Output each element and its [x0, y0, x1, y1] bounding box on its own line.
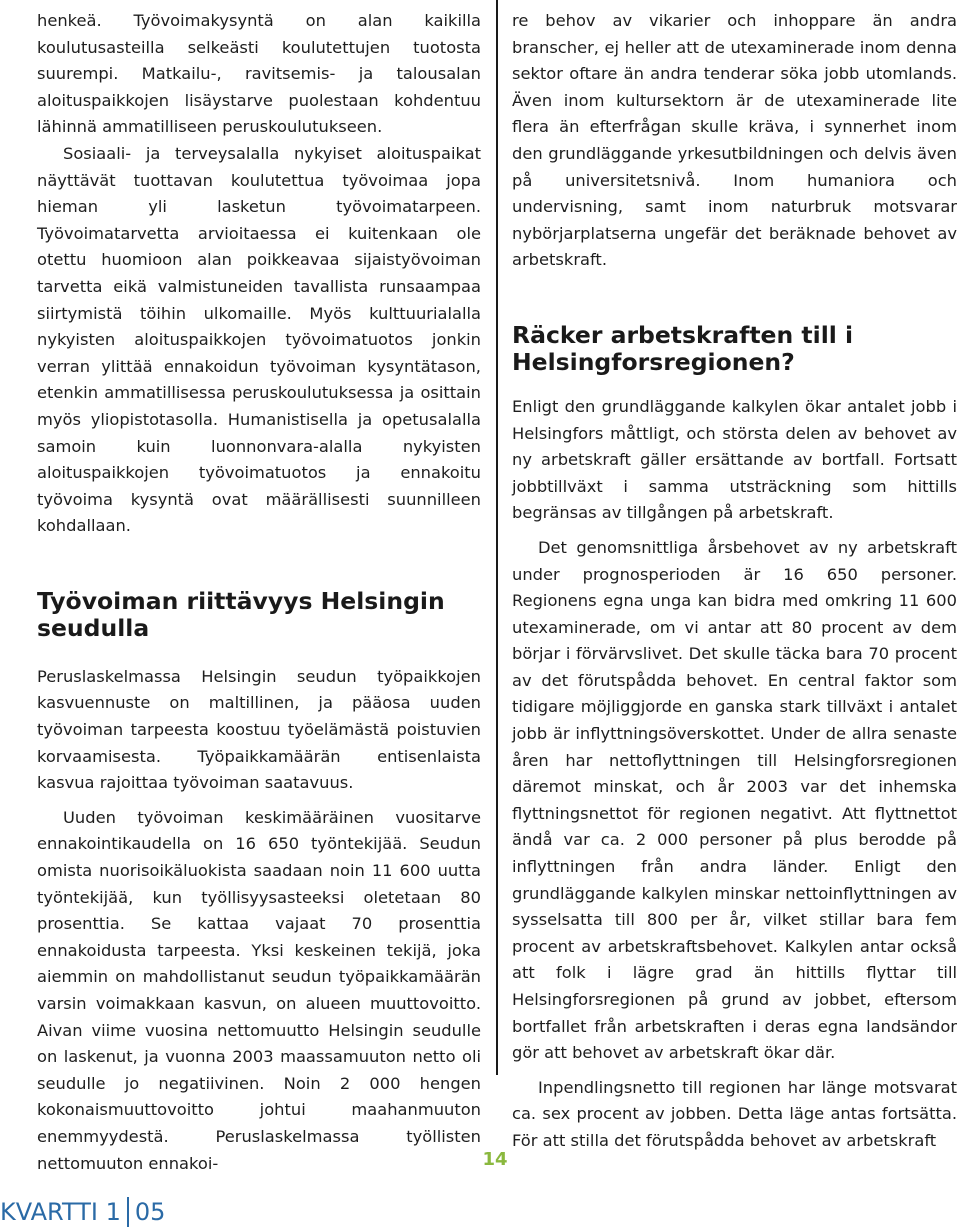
body-paragraph: Inpendlingsnetto till regionen har länge motsvarat ca. sex procent av jobben. Detta läge antas fortsätta. För att stilla det förutspådda behovet av arbetskraft — [512, 1077, 957, 1150]
column-divider — [496, 0, 498, 1075]
magazine-name: KVARTTI 1 — [0, 1198, 121, 1226]
left-column — [37, 8, 481, 1177]
body-paragraph: Enligt den grundläggande kalkylen ökar antalet jobb i Helsingfors måttligt, och största delen av behovet av ny arbetskraft gäller ersättande av bortfall. Fortsatt jobbtillväxt i samma utsträckning som hittills begränsas av tillgången på arbetskraft. — [512, 396, 957, 523]
body-paragraph: henkeä. Työvoimakysyntä on alan kaikilla koulutusasteilla selkeästi koulutettujen tuotosta suurempi. Matkailu-, ravitsemis- ja talousalan aloituspaikkojen lisäystarve puolestaan kohdentuu lähinnä ammatilliseen peruskoulutukseen. — [37, 11, 481, 137]
body-paragraph: re behov av vikarier och inhoppare än andra branscher, ej heller att de utexaminerade inom denna sektor oftare än andra tenderar söka jobb utomlands. Även inom kultursektorn är de utexaminerade lite flera än efterfrågan skulle kräva, i synnerhet inom den grundläggande yrkesutbildningen och delvis även på universitetsnivå. Inom humaniora och undervisning, samt inom naturbruk motsvarar nybörjarplatserna ungefär det beräknade behovet av arbetskraft. — [512, 11, 957, 270]
footer-magazine-title — [0, 1192, 165, 1232]
body-paragraph: Sosiaali- ja terveysalalla nykyiset aloituspaikat näyttävät tuottavan koulutettua työvoimaa jopa hieman yli lasketun työvoimatarpeen. Työvoimatarvetta arvioitaessa ei kuitenkaan ole otettu huomioon alan poikkeavaa sijaistyövoiman tarvetta eikä valmistuneiden tavallista runsaampaa siirtymistä töihin ulkomaille. Myös kulttuurialalla nykyisten aloituspaikkojen työvoimatuotos jonkin verran ylittää ennakoidun työvoiman kysyntätason, etenkin ammatillisessa peruskoulutuksessa ja osittain myös yliopistotasolla. Humanistisella ja opetusalalla samoin kuin luonnonvara-alalla nykyisten aloituspaikkojen työvoimatuotos ja ennakoitu työvoima kysyntä ovat määrällisesti suunnilleen kohdallaan. — [37, 143, 481, 536]
right-column — [512, 8, 957, 1155]
magazine-year: 05 — [134, 1198, 166, 1226]
body-paragraph: Uuden työvoiman keskimääräinen vuositarve ennakointikaudella on 16 650 työntekijää. Seudun omista nuorisoikäluokista saadaan noin 11 600 uutta työntekijää, kun työllisyysasteeksi oletetaan 80 prosenttia. Se kattaa vajaat 70 prosenttia ennakoidusta tarpeesta. Yksi keskeinen tekijä, joka aiemmin on mahdollistanut seudun työpaikkamäärän varsin voimakkaan kasvun, on alueen muuttovoitto. Aivan viime vuosina nettomuutto Helsingin seudulle on laskenut, ja vuonna 2003 maassamuuton netto oli seudulle jo negatiivinen. Noin 2 000 hengen kokonaismuuttovoitto johtui maahanmuuton enemmyydestä. Peruslaskelmassa työllisten nettomuuton ennakoi- — [37, 807, 481, 1173]
footer-divider — [127, 1197, 129, 1227]
page-number: 14 — [482, 1149, 508, 1170]
body-paragraph: Det genomsnittliga årsbehovet av ny arbetskraft under prognosperioden är 16 650 personer. Regionens egna unga kan bidra med omkring 11 600 utexaminerade, om vi antar att 80 procent av dem börjar i förvärvslivet. Det skulle täcka bara 70 procent av det förutspådda behovet. En central faktor som tidigare möjliggjorde en ganska stark tillväxt i antalet jobb är inflyttningsöverskottet. Under de allra senaste åren har nettoflyttningen till Helsingforsregionen däremot minskat, och år 2003 var det inhemska flyttningsnettot för regionen negativt. Att flyttnettot ändå var ca. 2 000 personer på plus berodde på inflyttningen från andra länder. Enligt den grundläggande kalkylen minskar nettoinflyttningen av sysselsatta till 800 per år, vilket stillar bara fem procent av arbetskraftsbehovet. Kalkylen antar också att folk i lägre grad än hittills flyttar till Helsingforsregionen på grund av jobbet, eftersom bortfallet från arbetskraften i deras egna landsändor gör att behovet av arbetskraft ökar där. — [512, 537, 957, 1063]
section-heading: Työvoiman riittävyys Helsingin seudulla — [37, 586, 445, 642]
section-heading: Räcker arbetskraften till i Helsingforsregionen? — [512, 320, 854, 376]
body-paragraph: Peruslaskelmassa Helsingin seudun työpaikkojen kasvuennuste on maltillinen, ja pääosa uuden työvoiman tarpeesta koostuu työelämästä poistuvien korvaamisesta. Työpaikkamäärän entisenlaista kasvua rajoittaa työvoiman saatavuus. — [37, 666, 481, 793]
